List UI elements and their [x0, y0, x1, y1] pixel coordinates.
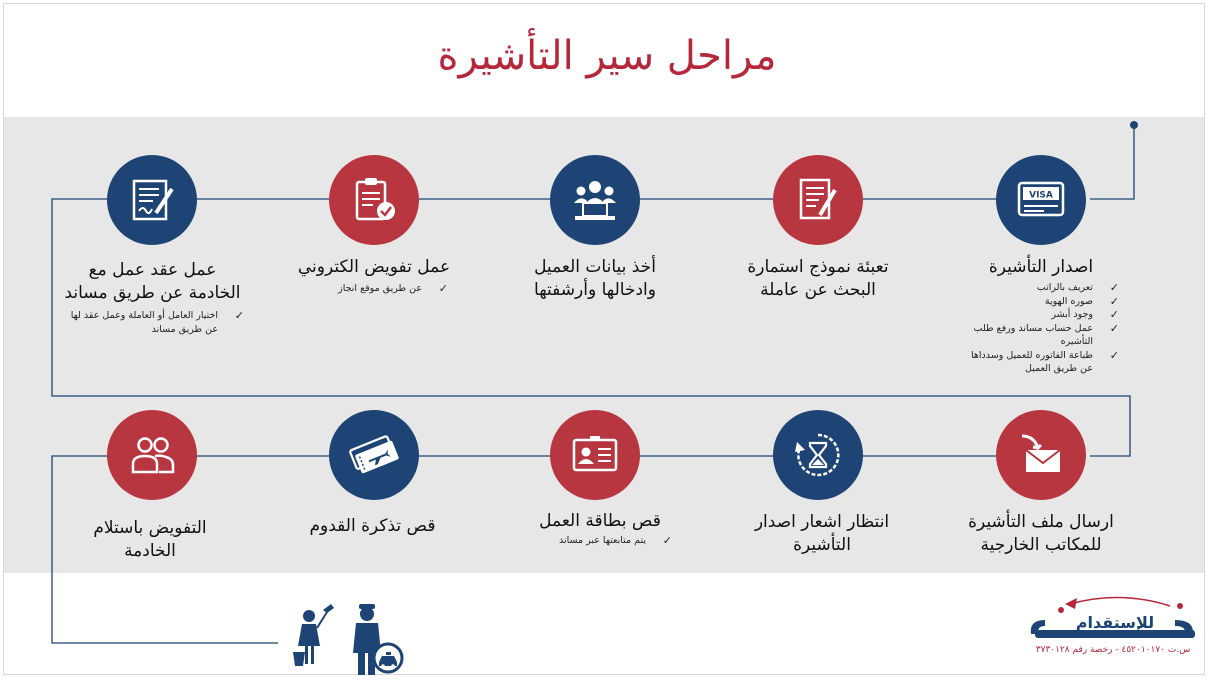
list-item: ✓ تعريف بالراتب	[1036, 281, 1119, 294]
step-1-notes	[965, 281, 1119, 376]
check-icon: ✓	[662, 534, 672, 547]
step-4-notes	[318, 282, 448, 296]
step-10-circle	[107, 410, 197, 500]
step-5-title: عمل عقد عمل مع الخادمة عن طريق مساند	[64, 260, 241, 303]
step-4-title: عمل تفويض الكتروني	[297, 257, 451, 277]
step-8-circle	[550, 410, 640, 500]
check-icon: ✓	[1109, 348, 1119, 362]
list-item: ✓ صوره الهوية	[1044, 294, 1119, 308]
form-pen-icon	[791, 173, 845, 227]
id-card-icon	[568, 428, 622, 482]
check-icon: ✓	[438, 282, 448, 295]
step-3-circle	[550, 155, 640, 245]
step-5-notes	[62, 309, 244, 336]
step-10-title: التفويض باستلام الخادمة	[93, 518, 207, 561]
check-icon: ✓	[1109, 308, 1119, 321]
step-9-title: قص تذكرة القدوم	[309, 516, 436, 536]
logo-text: للإستقدام	[1075, 613, 1155, 632]
step-2-title: تعبئة نموذج استمارة البحث عن عاملة	[747, 257, 889, 300]
hourglass-icon	[791, 428, 845, 482]
check-icon: ✓	[1109, 281, 1119, 294]
step-8-notes	[540, 534, 672, 548]
list-item: ✓ عن طريق موقع انجاز	[338, 282, 448, 295]
list-item: ✓ يتم متابعتها عبر مساند	[559, 534, 672, 547]
step-7-circle	[773, 410, 863, 500]
page-title: مراحل سير التأشيرة	[437, 33, 777, 79]
clipboard-check-icon	[347, 173, 401, 227]
step-7-title: انتظار اشعار اصدار التأشيرة	[754, 512, 890, 555]
list-item: ✓ اختيار العامل أو العاملة وعمل عقد لها عن طريق مساند	[70, 309, 244, 335]
step-6-title: ارسال ملف التأشيرة للمكاتب الخارجية	[968, 512, 1114, 555]
plane-ticket-icon	[347, 428, 401, 482]
step-5-circle	[107, 155, 197, 245]
list-item: ✓ طباعة الفاتوره للعميل وسدداها عن طريق العميل	[971, 348, 1119, 374]
contract-sign-icon	[125, 173, 179, 227]
send-mail-icon	[1014, 428, 1068, 482]
check-icon: ✓	[1109, 294, 1119, 308]
check-icon: ✓	[1109, 321, 1119, 335]
svg-text:VISA: VISA	[1029, 190, 1053, 201]
data-entry-icon	[568, 173, 622, 227]
workers-illustration	[285, 600, 410, 678]
step-3-title: أخذ بيانات العميل وادخالها وأرشفتها	[534, 257, 656, 300]
step-1-title: اصدار التأشيرة	[988, 257, 1094, 277]
step-9-circle	[329, 410, 419, 500]
visa-card-icon	[1014, 173, 1068, 227]
logo-license-text: س.ت ٤٥٢٠١٠١٧٠ - رخصة رقم ٣٧٣٠١٢٨	[1035, 645, 1191, 655]
step-2-circle	[773, 155, 863, 245]
list-item: ✓ عمل حساب مساند ورفع طلب التأشيره	[973, 321, 1119, 347]
step-1-circle	[996, 155, 1086, 245]
step-4-circle	[329, 155, 419, 245]
people-icon	[125, 428, 179, 482]
list-item: ✓ وجود أبشر	[1051, 308, 1119, 321]
step-8-title: قص بطاقة العمل	[539, 511, 661, 531]
check-icon: ✓	[234, 309, 244, 322]
step-6-circle	[996, 410, 1086, 500]
